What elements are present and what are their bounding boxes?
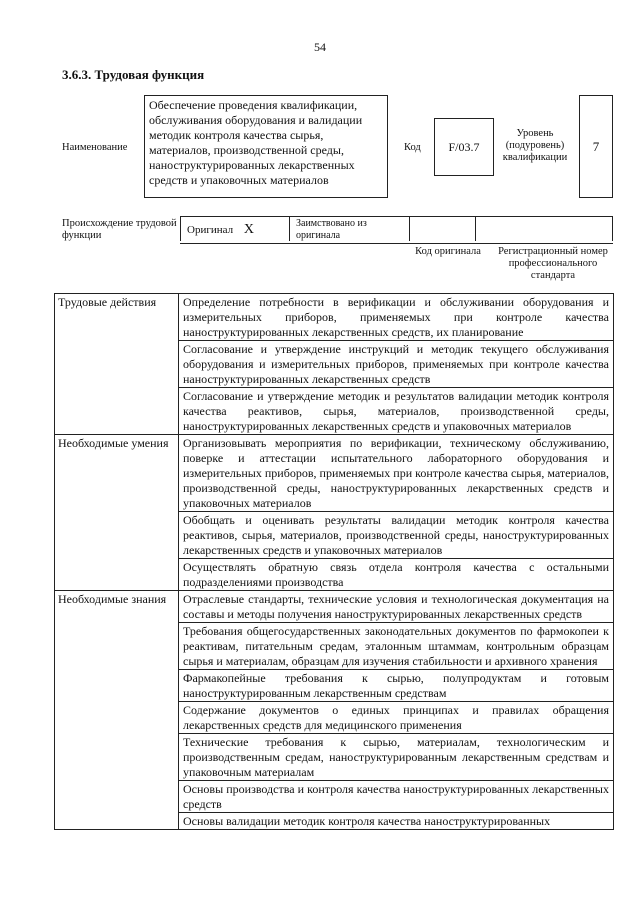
origin-row xyxy=(180,216,613,244)
table-cell: Основы валидации методик контроля качества наноструктурированных xyxy=(179,813,614,830)
original-cell xyxy=(180,217,290,241)
original-mark: X xyxy=(243,222,254,237)
section-title: 3.6.3. Трудовая функция xyxy=(62,67,205,82)
origin-label: Происхождение трудовой функции xyxy=(62,218,177,241)
table-row xyxy=(55,435,614,512)
name-label: Наименование xyxy=(62,142,128,153)
category-cell: Трудовые действия xyxy=(55,294,179,435)
function-table xyxy=(54,293,614,830)
table-row xyxy=(55,591,614,623)
reg-number-caption: Регистрационный номер профессионального стандарта xyxy=(498,246,608,281)
page-number: 54 xyxy=(314,40,326,54)
level-value-box: 7 xyxy=(579,95,613,198)
code-original-cell xyxy=(410,217,476,241)
table-cell: Фармакопейные требования к сырью, полупродуктам и готовым наноструктурированным лекарственным средствам xyxy=(179,670,614,702)
table-cell: Обобщать и оценивать результаты валидации методик контроля качества реактивов, сырья, материалов, производственной среды, наноструктурированных лекарственных средств и упаковочных материалов xyxy=(179,512,614,559)
level-label: Уровень (подуровень) квалификации xyxy=(502,128,568,163)
table-cell: Осуществлять обратную связь отдела контроля качества с остальными подразделениями производства xyxy=(179,559,614,591)
original-label: Оригинал xyxy=(187,224,234,236)
table-cell: Определение потребности в верификации и обслуживании оборудования и измерительных приборов, применяемых при контроле качества наноструктурированных лекарственных средств, их планирование xyxy=(179,294,614,341)
table-cell: Технические требования к сырью, материалам, технологическим и производственным средам, наноструктурированным лекарственным средствам и упаковочным материалам xyxy=(179,734,614,781)
table-cell: Отраслевые стандарты, технические условия и технологическая документация на составы и методы получения наноструктурированных лекарственных средств xyxy=(179,591,614,623)
function-name-box: Обеспечение проведения квалификации, обслуживания оборудования и валидации методик контроля качества сырья, материалов, производственной среды, наноструктурированных лекарственных средств и упаковочных материалов xyxy=(144,95,388,198)
code-label: Код xyxy=(404,142,421,153)
table-cell: Требования общегосударственных законодательных документов по фармокопеи к реактивам, питательным средам, эталонным штаммам, контрольным образцам сырья и материалам, образцам для изучения стабильности и архивного хранения xyxy=(179,623,614,670)
reg-number-cell xyxy=(476,217,613,241)
table-cell: Согласование и утверждение инструкций и методик текущего обслуживания оборудования и измерительных приборов, применяемых при контроле качества наноструктурированных лекарственных средств xyxy=(179,341,614,388)
code-original-caption: Код оригинала xyxy=(415,246,481,257)
borrowed-cell: Заимствовано из оригинала xyxy=(290,217,410,241)
table-cell: Согласование и утверждение методик и результатов валидации методик контроля качества реактивов, сырья, материалов, производственной среды, наноструктурированных лекарственных средств и упаковочных материалов xyxy=(179,388,614,435)
table-row xyxy=(55,294,614,341)
table-cell: Содержание документов о единых принципах и правилах обращения лекарственных средств для медицинского применения xyxy=(179,702,614,734)
table-cell: Организовывать мероприятия по верификации, техническому обслуживанию, поверке и аттестации испытательного лабораторного оборудования и измерительных приборов, применяемых при контроле качества сырья, материалов, производственной среды, наноструктурированных лекарственных средств и упаковочных материалов xyxy=(179,435,614,512)
function-code-box: F/03.7 xyxy=(434,118,494,176)
table-cell: Основы производства и контроля качества наноструктурированных лекарственных средств xyxy=(179,781,614,813)
category-cell: Необходимые умения xyxy=(55,435,179,591)
category-cell: Необходимые знания xyxy=(55,591,179,830)
